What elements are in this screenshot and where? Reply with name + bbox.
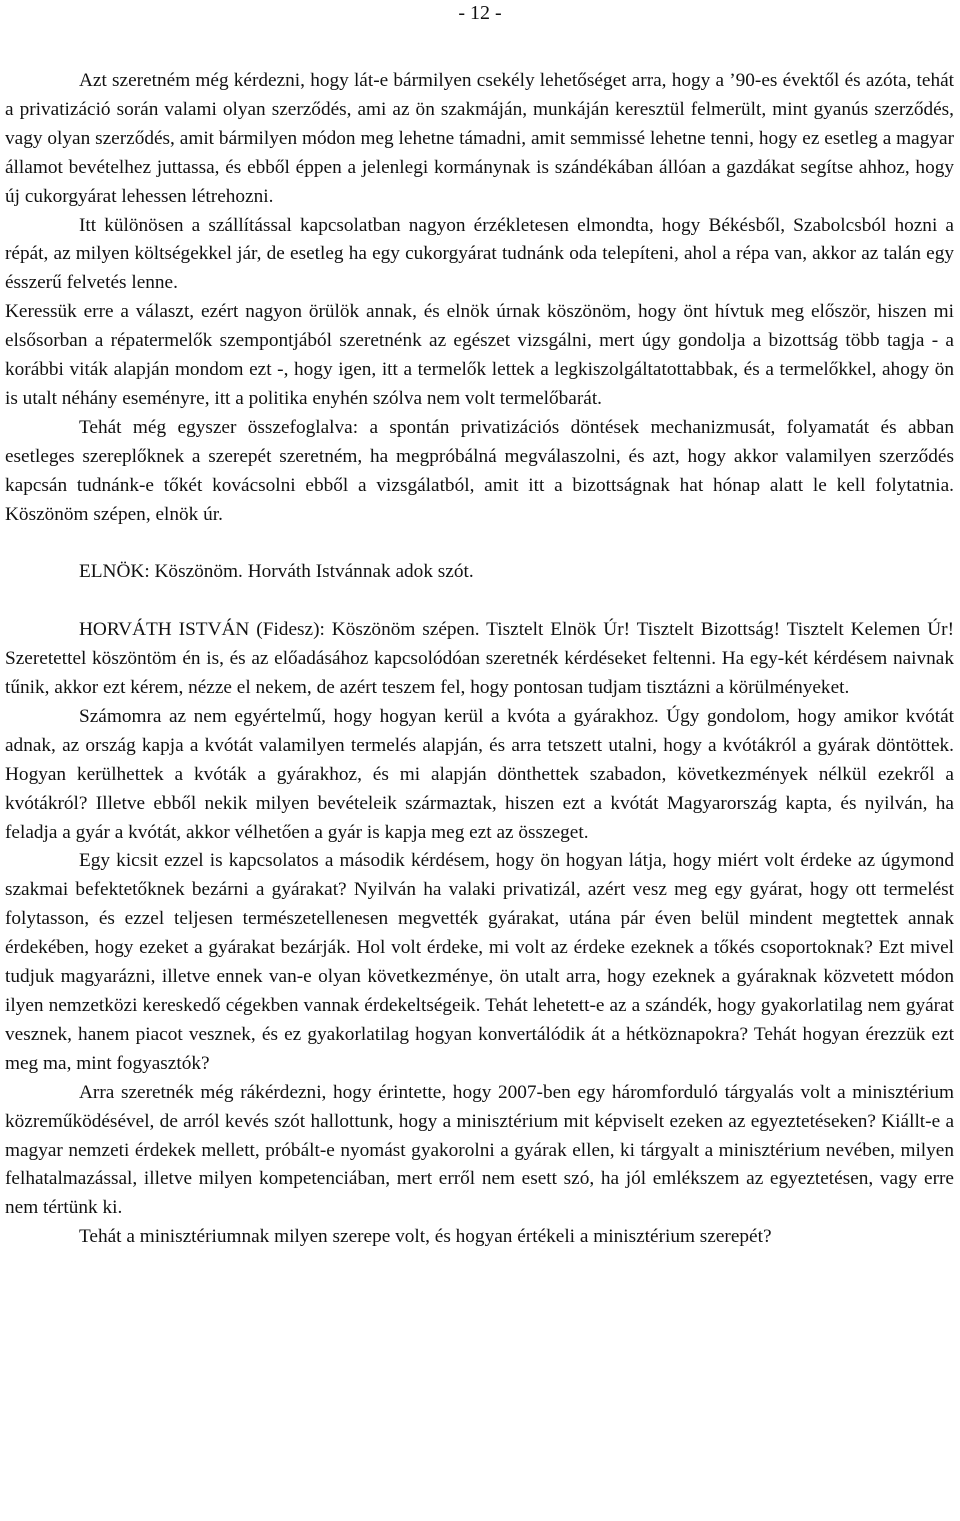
paragraph-question-privatization: Azt szeretném még kérdezni, hogy lát-e bármilyen csekély lehetőséget arra, hogy a ’90-es évektől és azóta, tehát a privatizáció során valami olyan szerződés, ami az ön szakmáján, munkáján keresztül felmerült, mint gyanús szerződés, vagy olyan szerződés, amit bármilyen módon meg lehetne támadni, amit semmissé lehetne tenni, hogy ez esetleg a magyar államot bevételhez juttassa, és ebből éppen a jelenlegi kormánynak is szándékában állóan a gazdákat segítse ahhoz, hogy új cukorgyárat lehessen létrehozni. [5,70,954,207]
paragraph-ministry-negotiation-question: Arra szeretnék még rákérdezni, hogy érintette, hogy 2007-ben egy háromforduló tárgyalás volt a minisztérium közreműködésével, de arról kevés szót hallottunk, hogy a minisztérium mit képviselt ezeken az egyeztetéseken? Kiállt-e a magyar nemzeti érdekek mellett, próbált-e nyomást gyakorolni a gyárak ellen, ki tárgyalt a minisztérium nevében, milyen felhatalmazással, illetve milyen kompetenciában, mert erről nem esett szó, ha jól emlékszem az egyeztetésen, vagy erre nem tértünk ki. [5,1081,954,1219]
paragraph-looking-for-answer: Keressük erre a választ, ezért nagyon örülök annak, és elnök úrnak köszönöm, hogy önt hívtuk meg először, hiszen mi elsősorban a répatermelők szempontjából szeretnénk az egészet vizsgálni, mert úgy gondolja a bizottság több tagja - a korábbi viták alapján mondom ezt -, hogy igen, itt a termelők lettek a legkiszolgáltatottabbak, és a termelőkkel, ahogy ön is utalt néhány eseményre, itt a politika enyhén szólva nem volt termelőbarát. [5,301,954,409]
document-body [5,67,954,1252]
paragraph-horvath-greeting: HORVÁTH ISTVÁN (Fidesz): Köszönöm szépen. Tisztelt Elnök Úr! Tisztelt Bizottság! Tisztelt Kelemen Úr! Szeretettel köszöntöm én is, és az előadásához kapcsolódóan szeretnék kérdéseket feltenni. Ha egy-két kérdésem naivnak tűnik, akkor ezt kérem, nézze el nekem, de azért teszem fel, hogy pontosan tudjam tisztázni a körülményeket. [5,619,954,698]
paragraph-transport-costs: Itt különösen a szállítással kapcsolatban nagyon érzékletesen elmondta, hogy Békésből, Szabolcsból hozni a répát, az milyen költségekkel jár, de esetleg ha egy cukorgyárat tudnánk oda telepíteni, ahol a répa van, akkor az talán egy ésszerű felvetés lenne. [5,214,954,294]
paragraph-quota-question: Számomra az nem egyértelmű, hogy hogyan kerül a kvóta a gyárakhoz. Úgy gondolom, hogy amikor kvótát adnak, az ország kapja a kvótát valamilyen termelés alapján, és arra tetszett utalni, hogy a kvótákról a gyárak döntöttek. Hogyan kerülhettek a kvóták a gyárakhoz, és mi alapján dönthettek szabadon, következmények nélkül ezekről a kvótákról? Illetve ebből nekik milyen bevételeik származtak, hiszen ezt a kvótát Magyarország kapta, és nyilván, ha feladja a gyár a kvótát, akkor vélhetően a gyár is kapja meg ezt az összeget. [5,705,954,843]
paragraph-summary: Tehát még egyszer összefoglalva: a spontán privatizációs döntések mechanizmusát, folyamatát és abban esetleges szereplőknek a szerepét szeretném, ha megpróbálná megválaszolni, és azt, hogy akkor valamilyen szerződés kapcsán tudnánk-e tőkét kovácsolni ebből a vizsgálatból, amit itt a bizottságnak hat hónap alatt le kell folytatnia. Köszönöm szépen, elnök úr. [5,416,954,525]
paragraph-factory-closure-question: Egy kicsit ezzel is kapcsolatos a második kérdésem, hogy ön hogyan látja, hogy miért volt érdeke az úgymond szakmai befektetőknek bezárni a gyárakat? Nyilván ha valaki privatizál, azért vesz meg egy gyárat, hogy ott termelést folytasson, és ezzel teljesen természetellenesen megvették gyárakat, utána pár éven belül mindent megtettek annak érdekében, hogy ezeket a gyárakat bezárják. Hol volt érdeke, mi volt az érdeke ezeknek a tőkés csoportoknak? Ezt mivel tudjuk magyarázni, illetve ennek van-e olyan következménye, ön utalt arra, hogy ezeknek a gyáraknak közvetett módon ilyen nemzetközi kereskedő cégekben vannak érdekeltségeik. Tehát lehetett-e az a szándék, hogy gyakorlatilag nem gyárat vesznek, hanem piacot vesznek, és ez gyakorlatilag hogyan konvertálódik át a hétköznapokra? Tehát hogyan érezzük ezt meg ma, mint fogyasztók? [5,850,954,1074]
paragraph-ministry-role-question: Tehát a minisztériumnak milyen szerepe volt, és hogyan értékeli a minisztérium szerepét? [79,1226,772,1248]
page-number: - 12 - [458,2,502,24]
paragraph-chair-gives-floor: ELNÖK: Köszönöm. Horváth Istvánnak adok szót. [79,561,474,583]
